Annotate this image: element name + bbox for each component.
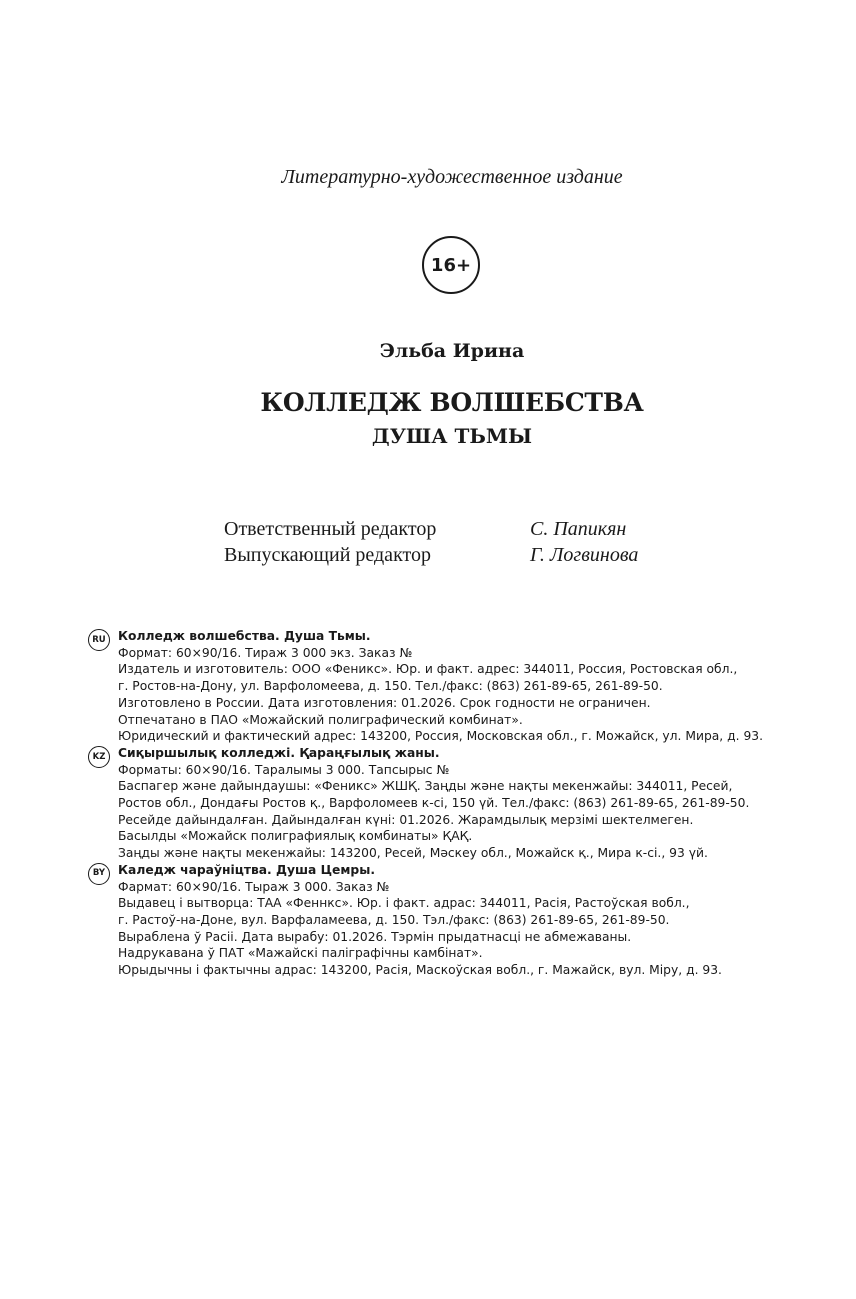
language-badge-by: BY (88, 863, 110, 885)
edition-type: Литературно-художественное издание (281, 166, 623, 188)
editor-row (224, 516, 664, 542)
imprint-line: Изготовлено в России. Дата изготовления: 01.2026. Срок годности не ограничен. (118, 695, 651, 710)
imprint-line: Басылды «Можайск полиграфиялық комбинаты» ҚАҚ. (118, 829, 473, 844)
editor-role: Выпускающий редактор (224, 544, 431, 566)
editor-row (224, 542, 664, 568)
imprint-line: Издатель и изготовитель: ООО «Феникс». Юр. и факт. адрес: 344011, Россия, Ростовская обл., (118, 662, 738, 677)
imprint-line: Формат: 60×90/16. Тираж 3 000 экз. Заказ № (118, 645, 413, 660)
imprint-line: Юрыдычны і фактычны адрас: 143200, Расія, Маскоўская вобл., г. Мажайск, вул. Міру, д. 93. (118, 963, 722, 978)
editor-name: Г. Логвинова (530, 544, 639, 566)
imprint-line: Выраблена ў Расіі. Дата вырабу: 01.2026. Тэрмін прыдатнасці не абмежаваны. (118, 929, 632, 944)
imprint-line: Ростов обл., Дондағы Ростов қ., Варфоломеев к-сі, 150 үй. Тел./факс: (863) 261-89-65, 261-89-50. (118, 796, 750, 811)
author-name: Эльба Ирина (379, 340, 525, 362)
imprint-line: Форматы: 60×90/16. Таралымы 3 000. Тапсырыс № (118, 762, 450, 777)
book-title: КОЛЛЕДЖ ВОЛШЕБСТВА (260, 388, 644, 417)
imprint-line: Фармат: 60×90/16. Тыраж 3 000. Заказ № (118, 879, 390, 894)
book-subtitle: ДУША ТЬМЫ (371, 424, 533, 448)
imprint-line: Юридический и фактический адрес: 143200, Россия, Московская обл., г. Можайск, ул. Мира, д. 93. (118, 729, 763, 744)
imprint-line: г. Ростов-на-Дону, ул. Варфоломеева, д. 150. Тел./факс: (863) 261-89-65, 261-89-50. (118, 679, 663, 694)
imprint-line: Надрукавана ў ПАТ «Мажайскі паліграфічны камбінат». (118, 946, 483, 961)
imprint-line: Выдавец і вытворца: ТАА «Феннкс». Юр. і факт. адрас: 344011, Расія, Растоўская вобл., (118, 896, 690, 911)
age-rating-badge: 16+ (422, 236, 480, 294)
imprint-block-ru (88, 628, 808, 745)
editor-role: Ответственный редактор (224, 518, 437, 540)
imprint-line: Заңды және нақты мекенжайы: 143200, Ресей, Мәскеу обл., Можайск қ., Мира к-сі., 93 үй. (118, 846, 708, 861)
imprint-block-by (88, 862, 808, 979)
imprint-line: Ресейде дайындалған. Дайындалған күні: 01.2026. Жарамдылық мерзімі шектелмеген. (118, 812, 694, 827)
imprint-section (88, 628, 808, 979)
language-badge-ru: RU (88, 629, 110, 651)
imprint-block-kz (88, 745, 808, 862)
imprint-title: Колледж волшебства. Душа Тьмы. (118, 629, 371, 643)
editors-list (224, 516, 664, 568)
imprint-title: Каледж чараўніцтва. Душа Цемры. (118, 862, 375, 877)
language-badge-kz: KZ (88, 746, 110, 768)
imprint-line: г. Растоў-на-Доне, вул. Варфаламеева, д. 150. Тэл./факс: (863) 261-89-65, 261-89-50. (118, 912, 670, 927)
editor-name: С. Папикян (530, 518, 627, 540)
imprint-line: Отпечатано в ПАО «Можайский полиграфический комбинат». (118, 712, 523, 727)
imprint-title: Сиқыршылық колледжі. Қараңғылық жаны. (118, 745, 440, 760)
imprint-line: Баспагер және дайындаушы: «Феникс» ЖШҚ. Заңды және нақты мекенжайы: 344011, Ресей, (118, 779, 733, 794)
